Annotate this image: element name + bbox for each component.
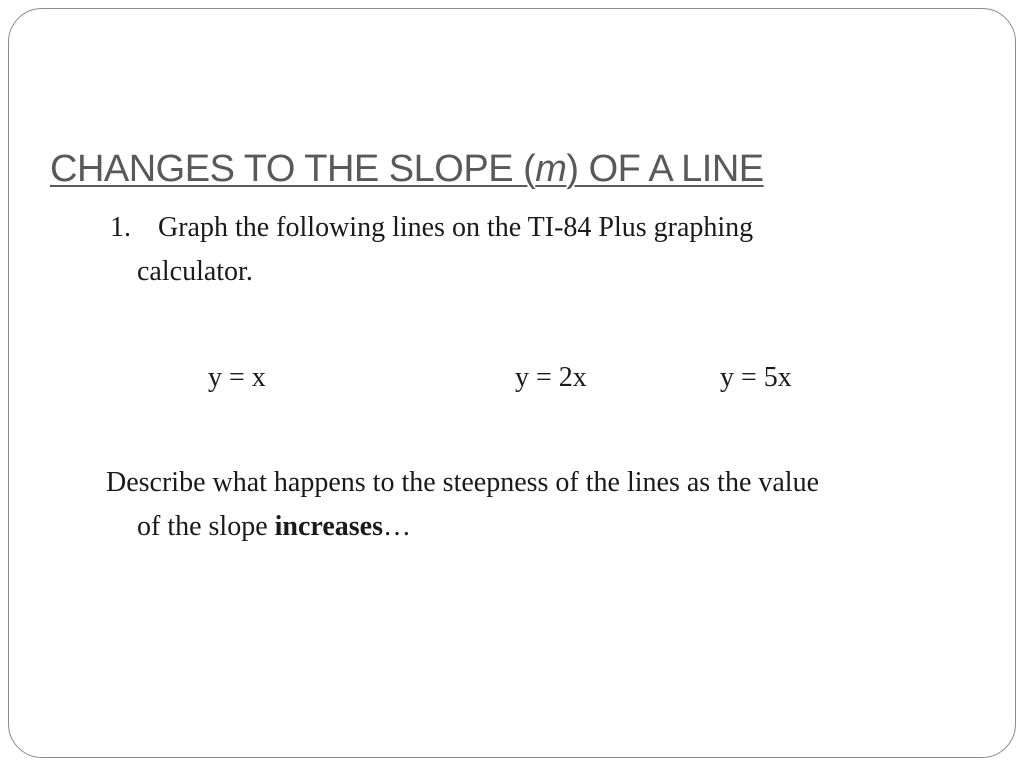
item-line-1 — [110, 206, 910, 250]
question-line-2-suffix: … — [383, 511, 411, 542]
question-paragraph — [106, 461, 976, 549]
title-text-before: CHANGES TO THE SLOPE ( — [50, 148, 536, 190]
numbered-item-1 — [110, 206, 910, 294]
slide-frame — [8, 8, 1016, 758]
question-bold-increases: increases — [274, 511, 383, 542]
equation-y-equals-5x: y = 5x — [720, 362, 792, 393]
title-text-after: ) OF A LINE — [566, 148, 764, 190]
item-text-line-1: Graph the following lines on the TI-84 Plus graphing — [158, 212, 754, 243]
equation-y-equals-2x: y = 2x — [515, 362, 587, 393]
question-line-1: Describe what happens to the steepness of the lines as the value — [106, 467, 820, 498]
question-line-2 — [106, 505, 976, 549]
question-line-2-prefix: of the slope — [137, 511, 275, 542]
item-text-line-2: calculator. — [137, 256, 253, 287]
equation-y-equals-x: y = x — [208, 362, 266, 393]
slide-title — [50, 146, 764, 192]
title-variable: m — [535, 148, 567, 190]
item-number: 1. — [110, 212, 131, 243]
